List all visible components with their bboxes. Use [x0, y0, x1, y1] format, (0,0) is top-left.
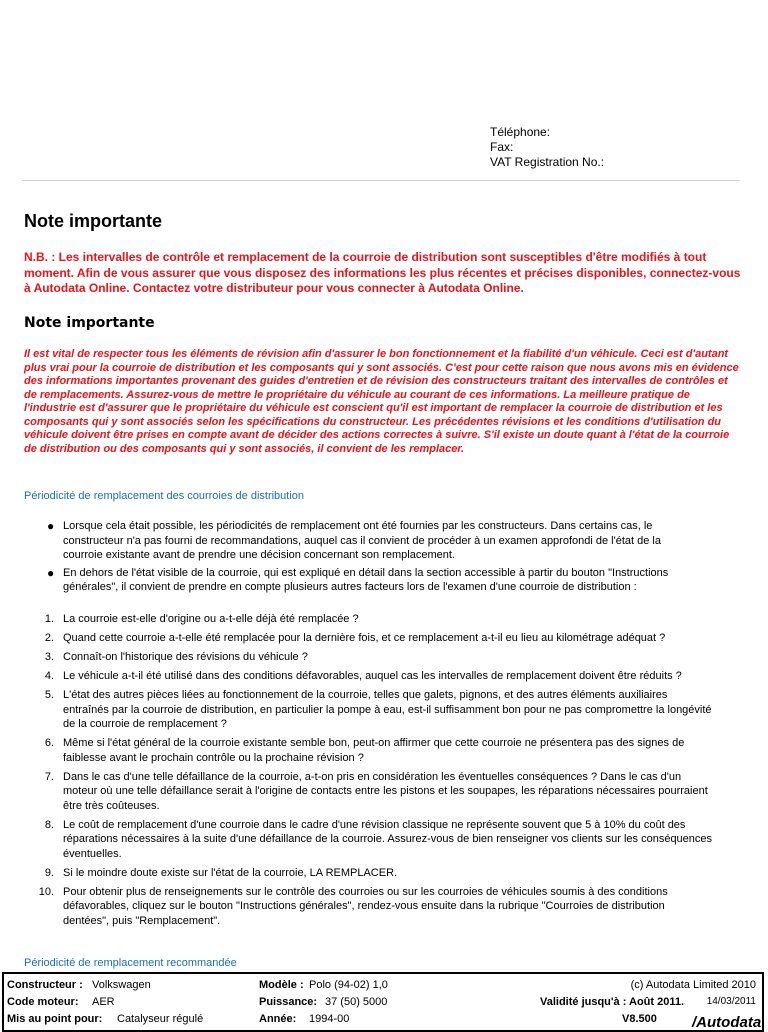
section-subtitle: Note importante: [24, 315, 155, 331]
list-item: 10. Pour obtenir plus de renseignements sur le contrôle des courroies ou sur les courroies de véhicules soumis à des conditions défavorables, cliquez sur le bouton "Instructions générales", rendez-vous ensuite dans la rubrique "Courroies de distribution dentées", puis "Remplacement".: [38, 885, 668, 927]
question-text: Dans le cas d'une telle défaillance de la courroie, a-t-on pris en considération les éventuelles conséquences ? Dans le cas d'un moteur où une telle défaillance serait à l'origine de contacts entre les pistons et les soupapes, les réparations nécessaires pourraient être très coûteuses.: [63, 770, 708, 812]
list-item: 3. Connaît-on l'historique des révisions du véhicule ?: [44, 651, 308, 663]
questions-list: [0, 612, 768, 933]
bullet-list: [0, 519, 768, 598]
replacement-intervals-heading: Périodicité de remplacement des courroies de distribution: [24, 490, 305, 502]
version-label: V8.500: [622, 1013, 657, 1025]
nb-warning: N.B. : Les intervalles de contrôle et remplacement de la courroie de distribution sont susceptibles d'être modifiés à tout moment. Afin de vous assurer que vous disposez des informations les plus récentes et précises disponibles, connectez-vous à Autodata Online. Contactez votre distributeur pour vous connecter à Autodata Online.: [24, 250, 741, 295]
list-item: [0, 566, 698, 595]
telephone-label: Téléphone:: [490, 125, 551, 139]
bullet-text: En dehors de l'état visible de la courroie, qui est expliqué en détail dans la section accessible à partir du bouton "Instructions générales", il convient de prendre en compte plusieurs autres facteurs lors de l'examen d'une courroie de distribution :: [63, 566, 669, 593]
question-text: Le véhicule a-t-il été utilisé dans des conditions défavorables, auquel cas les intervalles de remplacement doivent être réduits ?: [63, 670, 682, 682]
question-text: L'état des autres pièces liées au fonctionnement de la courroie, telles que galets, pignons, et des autres éléments auxiliaires entraînés par la courroie de distribution, en particulier la pompe à eau, est-il suffisamment bon pour ne pas compromettre la longévité de la courroie de remplacement ?: [63, 689, 712, 730]
constructeur-value: Volkswagen: [92, 979, 151, 991]
bullet-icon: ●: [47, 519, 55, 533]
list-item: 4. Le véhicule a-t-il été utilisé dans des conditions défavorables, auquel cas les intervalles de remplacement doivent être réduits ?: [44, 670, 682, 682]
autodata-logo: /Autodata: [692, 1014, 762, 1031]
puissance-value: 37 (50) 5000: [325, 996, 388, 1008]
code-moteur-value: AER: [92, 996, 115, 1008]
list-item: [0, 519, 698, 563]
vital-warning: Il est vital de respecter tous les éléments de révision afin d'assurer le bon fonctionnement et la fiabilité d'un véhicule. Ceci est d'autant plus vrai pour la courroie de distribution et les composants qui y sont associés. C'est pour cette raison que nous avons mis en évidence des informations importantes provenant des guides d'entretien et de révision des constructeurs traitant des intervalles de contrôles et de remplacements. Assurez-vous de mettre le propriétaire du véhicule au courant de ces informations. La meilleure pratique de l'industrie est d'assurer que le propriétaire du véhicule est conscient qu'il est important de remplacer la courroie de distribution et les composants qui y sont associés selon les spécifications du constructeur. Les précédentes révisions et les conditions d'utilisation du véhicule doivent être prises en compte avant de décider des actions correctes à suivre. S'il existe un doute quant à l'état de la courroie de distribution ou des composants qui y sont associés, il convient de les remplacer.: [24, 348, 739, 455]
mis-au-point-row: [7, 1013, 204, 1025]
mis-au-point-value: Catalyseur régulé: [117, 1013, 204, 1025]
bullet-text: Lorsque cela était possible, les périodicités de remplacement ont été fournies par les constructeurs. Dans certains cas, le constructeur n'a pas fourni de recommandations, auquel cas il convient de procéder à un examen approfondi de l'état de la courroie existante avant de prendre une décision concernant son remplacement.: [63, 520, 661, 561]
code-moteur-label: Code moteur:: [7, 996, 79, 1008]
constructeur-row: [7, 979, 151, 991]
vehicle-info-footer: [2, 972, 764, 1032]
annee-value: 1994-00: [309, 1013, 350, 1025]
header-divider: [22, 180, 740, 181]
list-item: 7. Dans le cas d'une telle défaillance de la courroie, a-t-on pris en considération les éventuelles conséquences ? Dans le cas d'un moteur où une telle défaillance serait à l'origine de contacts entre les pistons et les soupapes, les réparations nécessaires pourraient être très coûteuses.: [44, 770, 708, 812]
code-moteur-row: [7, 996, 115, 1008]
vat-label: VAT Registration No.:: [490, 155, 605, 169]
question-text: Connaît-on l'historique des révisions du véhicule ?: [63, 651, 308, 663]
mis-au-point-label: Mis au point pour:: [7, 1013, 103, 1025]
list-item: 1. La courroie est-elle d'origine ou a-t-elle déjà été remplacée ?: [44, 613, 359, 625]
recommended-interval-heading: Périodicité de remplacement recommandée: [24, 957, 237, 969]
constructeur-label: Constructeur :: [7, 979, 83, 991]
modele-label: Modèle :: [259, 979, 304, 991]
validite-label: Validité jusqu'à : Août 2011.: [540, 996, 685, 1008]
bullet-icon: ●: [47, 565, 55, 580]
modele-value: Polo (94-02) 1,0: [309, 979, 388, 991]
list-item: 8. Le coût de remplacement d'une courroie dans le cadre d'une révision classique ne représente souvent que 5 à 10% du coût des réparations nécessaires à la suite d'une défaillance de la courroie. Assurez-vous de bien renseigner vos clients sur les conséquences éventuelles.: [44, 818, 713, 860]
copyright: (c) Autodata Limited 2010: [630, 979, 756, 991]
question-text: Si le moindre doute existe sur l'état de la courroie, LA REMPLACER.: [63, 866, 398, 879]
question-text: La courroie est-elle d'origine ou a-t-elle déjà été remplacée ?: [63, 613, 359, 625]
list-item: 2. Quand cette courroie a-t-elle été remplacée pour la dernière fois, et ce remplacement a-t-il eu lieu au kilométrage adéquat ?: [44, 632, 666, 644]
issue-date: 14/03/2011: [706, 996, 756, 1007]
list-item: 5. L'état des autres pièces liées au fonctionnement de la courroie, telles que galets, pignons, et des autres éléments auxiliaires entraînés par la courroie de distribution, en particulier la pompe à eau, est-il suffisamment bon pour ne pas compromettre la longévité de la courroie de remplacement ?: [44, 689, 712, 730]
annee-label: Année:: [259, 1013, 297, 1025]
question-text: Même si l'état général de la courroie existante semble bon, peut-on affirmer que cette courroie ne présentera pas des signes de faiblesse avant le prochain contrôle ou la prochaine révision ?: [63, 737, 685, 764]
fax-label: Fax:: [490, 140, 514, 154]
puissance-label: Puissance:: [259, 996, 318, 1008]
question-text: Le coût de remplacement d'une courroie dans le cadre d'une révision classique ne représente souvent que 5 à 10% du coût des réparations nécessaires à la suite d'une défaillance de la courroie. Assurez-vous de bien renseigner vos clients sur les conséquences éventuelles.: [63, 818, 713, 860]
list-item: 9. Si le moindre doute existe sur l'état de la courroie, LA REMPLACER.: [44, 866, 398, 879]
question-text: Quand cette courroie a-t-elle été remplacée pour la dernière fois, et ce remplacement a-t-il eu lieu au kilométrage adéquat ?: [63, 632, 666, 644]
annee-row: [259, 1013, 350, 1025]
list-item: 6. Même si l'état général de la courroie existante semble bon, peut-on affirmer que cette courroie ne présentera pas des signes de faiblesse avant le prochain contrôle ou la prochaine révision ?: [44, 737, 685, 764]
modele-row: [259, 979, 388, 991]
puissance-row: [259, 996, 388, 1008]
page-title: Note importante: [24, 211, 163, 231]
question-text: Pour obtenir plus de renseignements sur le contrôle des courroies ou sur les courroies de véhicules soumis à des conditions défavorables, cliquez sur le bouton "Instructions générales", rendez-vous ensuite dans la rubrique "Courroies de distribution dentées", puis "Remplacement".: [63, 885, 668, 927]
contact-block: [490, 125, 604, 170]
